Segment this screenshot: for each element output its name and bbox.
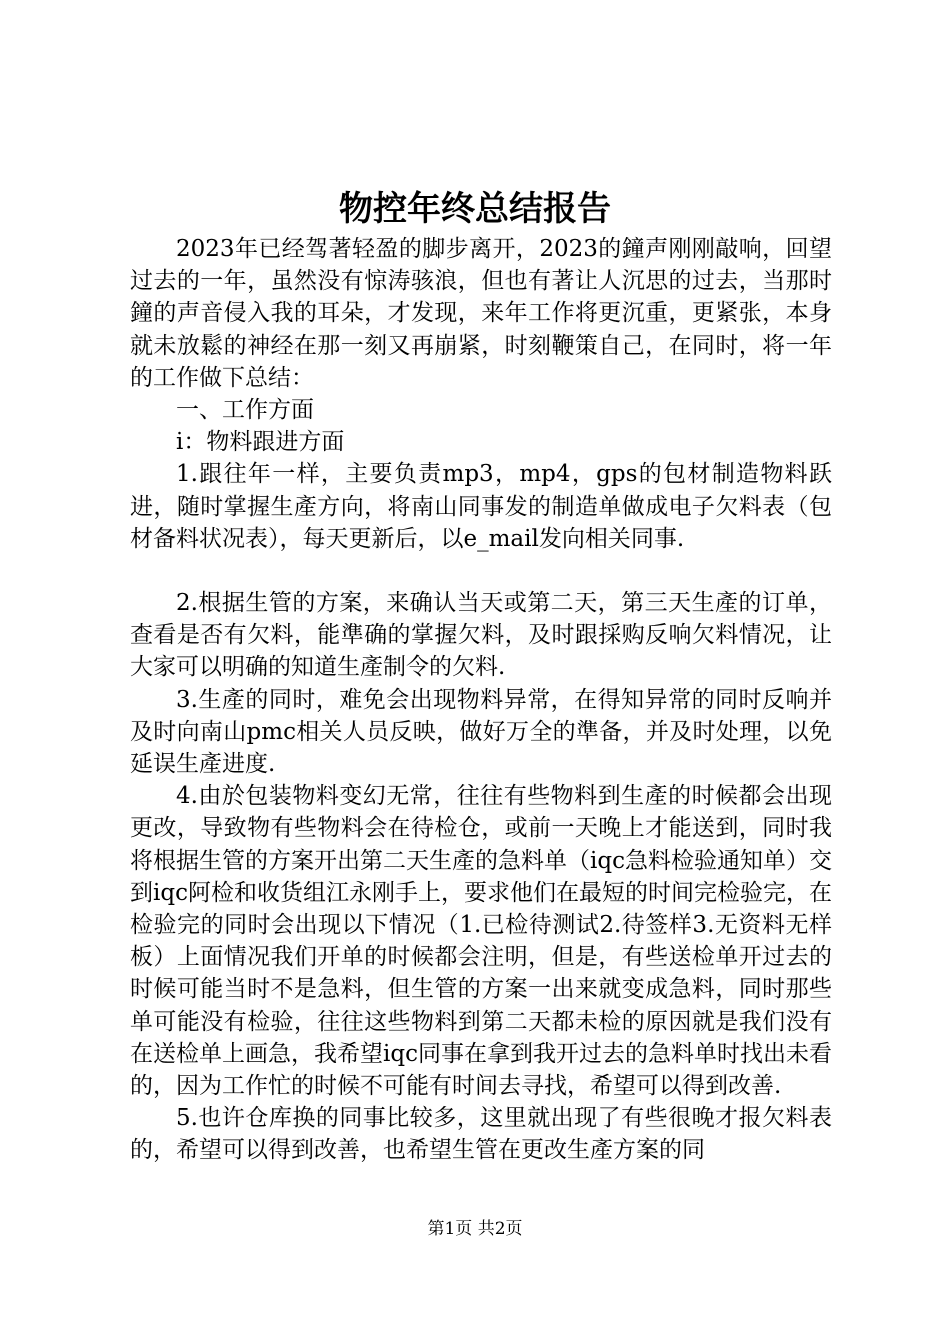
list-item-5: 5.也许仓库换的同事比较多，这里就出现了有些很晚才报欠料表的，希望可以得到改善，也希望生管在更改生產方案的同	[130, 1105, 832, 1164]
list-item-4: 4.由於包装物料变幻无常，往往有些物料到生產的时候都会出现更改，导致物有些物料会在待检仓，或前一天晚上才能送到，同时我将根据生管的方案开出第二天生產的急料单（iqc急料检验通知单）交到iqc阿检和收货组江永刚手上，要求他们在最短的时间完检验完，在检验完的同时会出现以下情况（1.已检待测试2.待签样3.无资料无样板）上面情况我们开单的时候都会注明，但是，有些送检单开过去的时候可能当时不是急料，但生管的方案一出来就变成急料，同时那些单可能没有检验，往往这些物料到第二天都未检的原因就是我们没有在送检单上画急，我希望iqc同事在拿到我开过去的急料单时找出未看的，因为工作忙的时候不可能有时间去寻找，希望可以得到改善.	[130, 783, 832, 1100]
document-body	[130, 233, 832, 1167]
list-item-2: 2.根据生管的方案，来确认当天或第二天，第三天生產的订单，查看是否有欠料，能準确的掌握欠料，及时跟採购反响欠料情况，让大家可以明确的知道生產制令的欠料.	[130, 590, 832, 681]
subsection-heading-material-followup: i：物料跟进方面	[176, 429, 345, 456]
section-heading-work: 一、工作方面	[176, 397, 314, 424]
document-title: 物控年终总结报告	[339, 189, 611, 229]
page-footer: 第1页 共2页	[427, 1219, 523, 1239]
list-item-1: 1.跟往年一样，主要负责mp3，mp4，gps的包材制造物料跃进，随时掌握生產方向，将南山同事发的制造单做成电子欠料表（包材备料状况表），每天更新后，以e_mail发向相关同事.	[130, 461, 832, 552]
paragraph-intro: 2023年已经驾著轻盈的脚步离开，2023的鐘声刚刚敲响，回望过去的一年，虽然没有惊涛骇浪，但也有著让人沉思的过去，当那时鐘的声音侵入我的耳朵，才发现，来年工作将更沉重，更紧张，本身就未放鬆的神经在那一刻又再崩紧，时刻鞭策自己，在同时，将一年的工作做下总结：	[130, 236, 832, 391]
list-item-3: 3.生產的同时，难免会出现物料异常，在得知异常的同时反响并及时向南山pmc相关人员反映，做好万全的準备，并及时处理，以免延误生產进度.	[130, 686, 832, 778]
